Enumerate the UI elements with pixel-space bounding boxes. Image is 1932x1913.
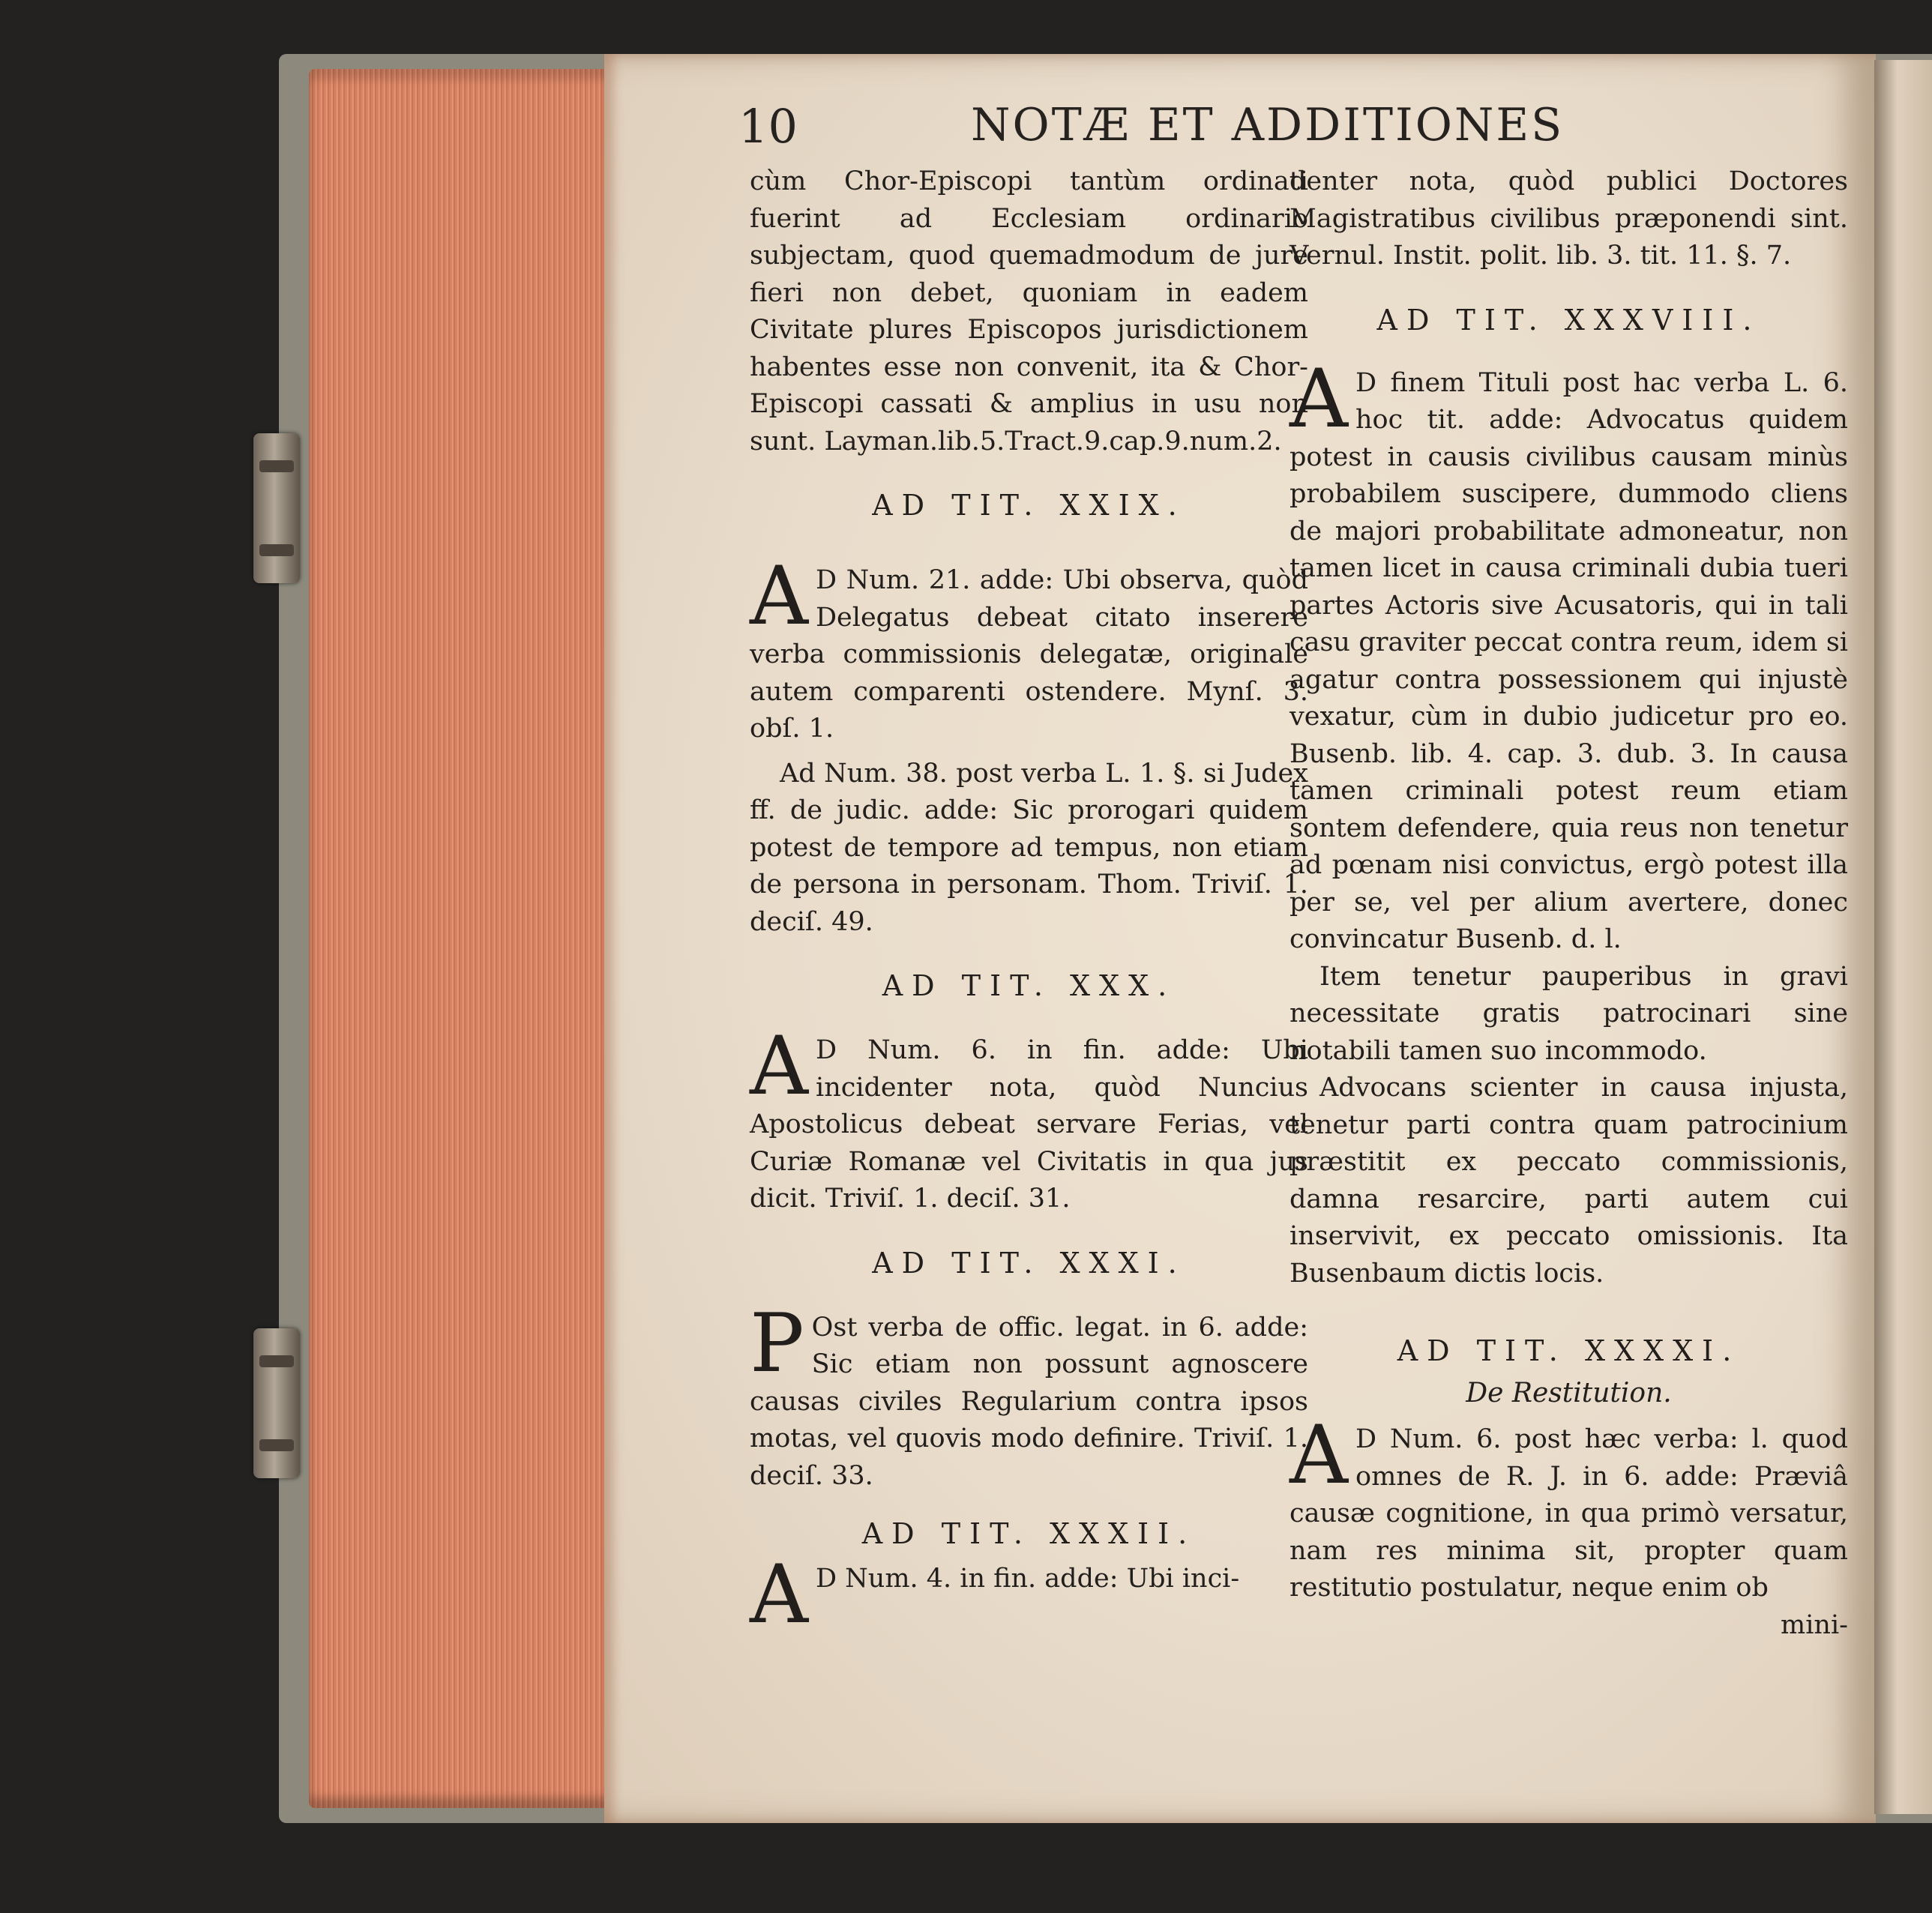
section-subheading: De Restitution. [1466, 1378, 1672, 1409]
paragraph: Ad Num. 38. post verba L. 1. §. si Judex ff. de judic. adde: Sic prorogari quidem potest de tempore ad tempus, non etiam de persona in personam. Thom. Triviſ. 1. deciſ. 49. [750, 758, 1308, 937]
paragraph: Item tenetur pauperibus in gravi necessitate gratis patrocinari sine notabili tamen suo incommodo. [1289, 961, 1848, 1066]
page-edges [309, 69, 609, 1808]
section-heading: AD TIT. XXIX. [872, 489, 1186, 522]
paragraph-with-initial [750, 1296, 1308, 1495]
page-number: 10 [738, 99, 798, 154]
paragraph: cùm Chor-Episcopi tantùm ordinati fuerint ad Ecclesiam ordinario subjectam, quod quemadmodum de jure fieri non debet, quoniam in eadem Civitate plures Episcopos jurisdictionem habentes esse non convenit, ita & Chor-Episcopi cassati & amplius in usu non sunt. Layman.lib.5.Tract.9.cap.9.num.2. [750, 166, 1308, 457]
paragraph: Advocans scienter in causa injusta, tenetur parti contra quam patrocinium præstitit ex peccato commissionis, damna resarcire, parti autem cui inservivit, ex peccato omissionis. Ita Busenbaum dictis locis. [1289, 1073, 1848, 1289]
drop-cap: A [750, 1548, 808, 1642]
section-heading: AD TIT. XXXXI. [1397, 1334, 1741, 1367]
drop-cap: P [750, 1296, 804, 1391]
section-heading: AD TIT. XXX. [882, 969, 1176, 1002]
paragraph-text: D Num. 6. in fin. adde: Ubi incidenter nota, quòd Nuncius Apostolicus debeat servare Ferias, vel Curiæ Romanæ vel Civitatis in qua jus dicit. Triviſ. 1. deciſ. 31. [750, 1035, 1308, 1214]
paragraph: denter nota, quòd publici Doctores Magistratibus civilibus præponendi sint. Vernul. Instit. polit. lib. 3. tit. 11. §. 7. [1289, 166, 1848, 271]
running-head [738, 99, 1878, 163]
paragraph-with-initial [1289, 1409, 1848, 1607]
drop-cap: A [750, 1019, 808, 1113]
running-title: NOTÆ ET ADDITIONES [971, 99, 1565, 151]
section-heading: AD TIT. XXXVIII. [1376, 303, 1761, 337]
right-text-column [1289, 163, 1848, 1644]
paragraph-with-initial [1289, 352, 1848, 959]
paragraph-with-initial [750, 1019, 1308, 1218]
paragraph-text: D Num. 4. in fin. adde: Ubi inci- [816, 1564, 1240, 1594]
paragraph-with-initial [750, 1548, 1308, 1642]
paragraph-text: D Num. 21. adde: Ubi observa, quòd Delegatus debeat citato inserere verba commissionis delegatæ, originale autem comparenti ostendere. Mynſ. 3. obſ. 1. [750, 565, 1308, 744]
catchword: mini- [1781, 1609, 1848, 1640]
paragraph-text: D Num. 6. post hæc verba: l. quod omnes de R. J. in 6. adde: Præviâ causæ cognitione, in qua primò versatur, nam res minima sit, propter quam restitutio postulatur, neque enim ob [1289, 1424, 1848, 1603]
bottom-clasp [253, 1328, 300, 1478]
paragraph-with-initial [750, 549, 1308, 748]
section-heading: AD TIT. XXXI. [872, 1246, 1186, 1280]
paragraph-text: Ost verba de offic. legat. in 6. adde: Sic etiam non possunt agnoscere causas civiles Regularium contra ipsos motas, vel quovis modo definire. Triviſ. 1. deciſ. 33. [750, 1312, 1308, 1491]
facing-page-edge [1874, 60, 1932, 1814]
drop-cap: A [750, 549, 808, 643]
section-heading: AD TIT. XXXII. [861, 1517, 1197, 1550]
drop-cap: A [1289, 352, 1348, 446]
paragraph-text: D finem Tituli post hac verba L. 6. hoc tit. adde: Advocatus quidem potest in causis civilibus causam minùs probabilem suscipere, dummodo cliens de majori probabilitate admoneatur, non tamen licet in causa criminali dubia tueri partes Actoris sive Acusatoris, qui in tali casu graviter peccat contra reum, idem si agatur contra possessionem qui injustè vexatur, cùm in dubio judicetur pro eo. Busenb. lib. 4. cap. 3. dub. 3. In causa tamen criminali potest reum etiam sontem defendere, quia reus non tenetur ad pœnam nisi convictus, ergò potest illa per se, vel per alium avertere, donec convincatur Busenb. d. l. [1289, 367, 1848, 954]
top-clasp [253, 433, 300, 583]
drop-cap: A [1289, 1409, 1348, 1502]
left-text-column [750, 163, 1308, 1642]
